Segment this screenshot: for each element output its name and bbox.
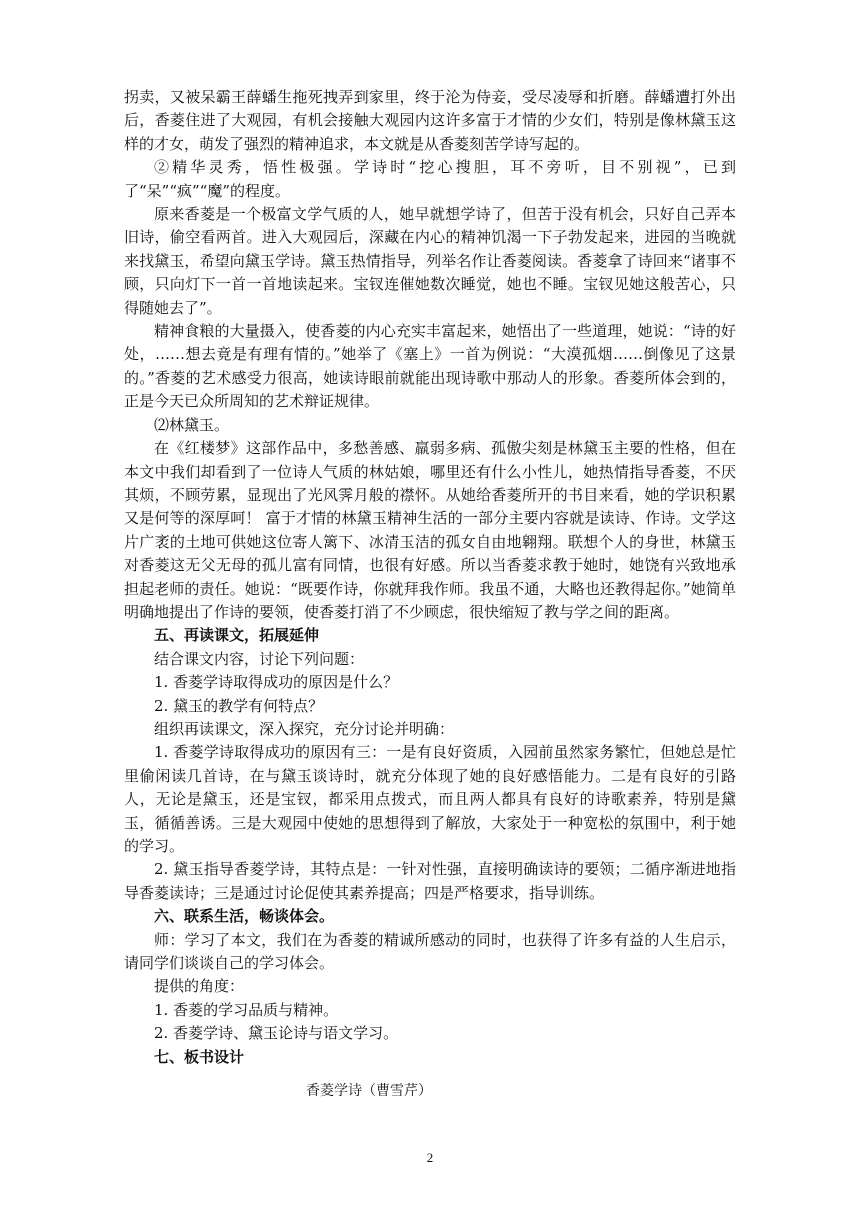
- section-heading-5: 五、再读课文，拓展延伸: [154, 626, 320, 645]
- question-1: 1. 香菱学诗取得成功的原因是什么？: [154, 673, 399, 692]
- section-heading-6: 六、联系生活，畅谈体会。: [154, 907, 335, 926]
- answer-1: 1. 香菱学诗取得成功的原因有三：一是有良好资质，入园前虽然家务繁忙，但她总是忙里偷闲读几首诗，在与黛玉谈诗时，就充分体现了她的良好感悟能力。二是有良好的引路人，无论是黛玉，还是宝钗，都采用点拨式，而且两人都具有良好的诗歌素养，特别是黛玉，循循善诱。三是大观园中使她的思想得到了解放，大家处于一种宽松的氛围中，利于她的学习。: [124, 743, 736, 855]
- angle-2: 2. 香菱学诗、黛玉论诗与语文学习。: [154, 1024, 399, 1043]
- angle-1: 1. 香菱的学习品质与精神。: [154, 1000, 339, 1019]
- paragraph-spiritual-food: 精神食粮的大量摄入，使香菱的内心充实丰富起来，她悟出了一些道理，她说：“诗的好处，……想去竟是有理有情的。”她举了《塞上》一首为例说：“大漠孤烟……倒像见了这景的。”香菱的艺术感受力很高，她读诗眼前就能出现诗歌中那动人的形象。香菱所体会到的，正是今天已众所周知的艺术辩证规律。: [124, 322, 736, 411]
- board-design-title: 香菱学诗（曹雪芹）: [306, 1083, 432, 1099]
- page-number: 2: [426, 1150, 434, 1165]
- section-heading-7: 七、板书设计: [154, 1047, 245, 1066]
- paragraph-clarify-intro: 组织再读课文，深入探究，充分讨论并明确：: [154, 719, 455, 738]
- paragraph-discussion-intro: 结合课文内容，讨论下列问题：: [154, 649, 365, 668]
- paragraph-xiangling-talent: 原来香菱是一个极富文学气质的人，她早就想学诗了，但苦于没有机会，只好自己弄本旧诗，偷空看两首。进入大观园后，深藏在内心的精神饥渴一下子勃发起来，进园的当晚就来找黛玉，希望向黛玉学诗。黛玉热情指导，列举名作让香菱阅读。香菱拿了诗回来“诸事不顾，只向灯下一首一首地读起来。宝钗连催她数次睡觉，她也不睡。宝钗见她这般苦心，只得随她去了”。: [124, 205, 736, 317]
- paragraph-angles-intro: 提供的角度：: [154, 977, 245, 996]
- paragraph-continuation: 拐卖，又被呆霸王薛蟠生拖死拽弄到家里，终于沦为侍妾，受尽凌辱和折磨。薛蟠遭打外出后，香菱住进了大观园，有机会接触大观园内这许多富于才情的少女们，特别是像林黛玉这样的才女，萌发了强烈的精神追求，本文就是从香菱刻苦学诗写起的。: [124, 88, 736, 153]
- document-body: [124, 86, 736, 1069]
- paragraph-lin-daiyu: 在《红楼梦》这部作品中，多愁善感、羸弱多病、孤傲尖刻是林黛玉主要的性格，但在本文中我们却看到了一位诗人气质的林姑娘，哪里还有什么小性儿，她热情指导香菱，不厌其烦，不顾劳累，显现出了光风霁月般的襟怀。从她给香菱所开的书目来看，她的学识积累又是何等的深厚呵！ 富于才情的林黛玉精神生活的一部分主要内容就是读诗、作诗。文学这片广袤的土地可供她这位寄人篱下、冰清玉洁的孤女自由地翱翔。联想个人的身世，林黛玉对香菱这无父无母的孤儿富有同情，也很有好感。所以当香菱求教于她时，她饶有兴致地承担起老师的责任。她说：“既要作诗，你就拜我作师。我虽不通，大略也还教得起你。”她简单明确地提出了作诗的要领，使香菱打消了不少顾虑，很快缩短了教与学之间的距离。: [124, 439, 736, 621]
- paragraph-point-2: ②精华灵秀，悟性极强。学诗时“挖心搜胆，耳不旁听，目不别视”，已到了“呆”“疯”“魔”的程度。: [124, 158, 736, 200]
- answer-2: 2. 黛玉指导香菱学诗，其特点是：一针对性强，直接明确读诗的要领；二循序渐进地指导香菱读诗；三是通过讨论促使其素养提高；四是严格要求，指导训练。: [124, 860, 736, 902]
- paragraph-teacher: 师：学习了本文，我们在为香菱的精诚所感动的同时，也获得了许多有益的人生启示，请同学们谈谈自己的学习体会。: [124, 930, 736, 973]
- subheading-lin-daiyu: ⑵林黛玉。: [154, 415, 230, 434]
- question-2: 2. 黛玉的教学有何特点？: [154, 696, 324, 715]
